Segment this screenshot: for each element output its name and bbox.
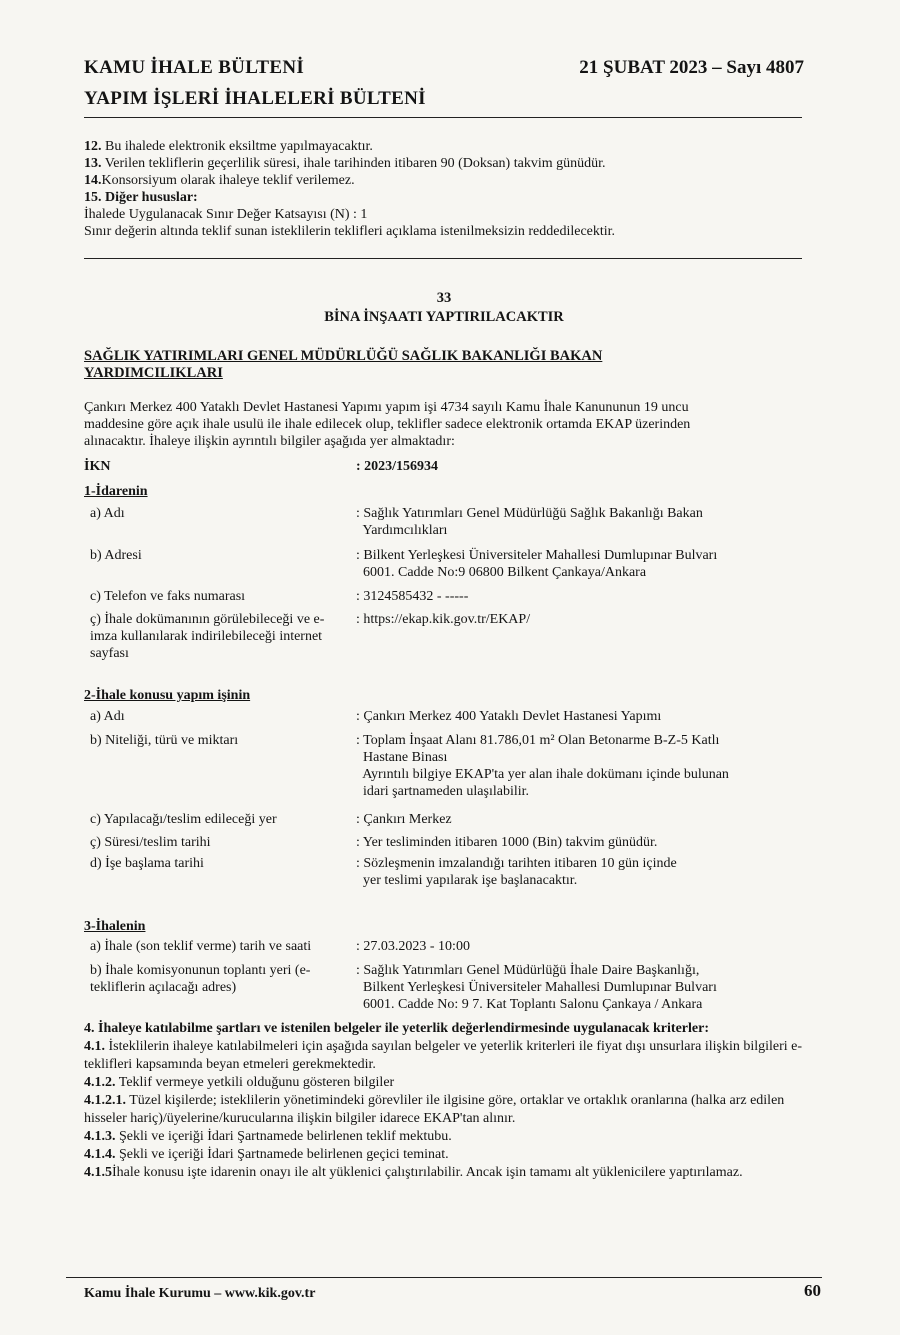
item-14: 14.Konsorsiyum olarak ihaleye teklif verilemez.	[84, 173, 355, 188]
agency-name: SAĞLIK YATIRIMLARI GENEL MÜDÜRLÜĞÜ SAĞLIK BAKANLIĞI BAKAN YARDIMCILIKLARI	[84, 348, 603, 381]
footer-publisher: Kamu İhale Kurumu – www.kik.gov.tr	[84, 1286, 316, 1301]
bulletin-title-line1: KAMU İHALE BÜLTENİ	[84, 57, 305, 78]
notice-number: 33	[436, 290, 452, 306]
notice-intro: Çankırı Merkez 400 Yataklı Devlet Hastanesi Yapımı yapım işi 4734 sayılı Kamu İhale Kanununun 19 uncu maddesine göre açık ihale usulü ile ihale edilecek olup, teklifler sadece elektronik ortamda EKAP üzerinden alınacaktır. İhaleye ilişkin ayrıntılı bilgiler aşağıda yer almaktadır:	[84, 400, 691, 449]
s4-item-4-1-5: 4.1.5İhale konusu işte idarenin onayı ile alt yüklenici çalıştırılabilir. Ancak işin tamamı alt yüklenicilere yaptırılamaz.	[84, 1165, 743, 1180]
footer-rule	[66, 1277, 822, 1278]
item-13: 13. Verilen tekliflerin geçerlilik süresi, ihale tarihinden itibaren 90 (Doksan) takvim günüdür.	[84, 156, 606, 171]
other-line-1: İhalede Uygulanacak Sınır Değer Katsayısı (N) : 1	[84, 207, 368, 222]
s4-item-4-1-2: 4.1.2. Teklif vermeye yetkili olduğunu gösteren bilgiler	[84, 1075, 395, 1090]
page-number: 60	[804, 1281, 821, 1300]
bulletin-title	[84, 52, 426, 114]
s4-item-4-1-2-1: 4.1.2.1. Tüzel kişilerde; isteklilerin yönetimindeki görevliler ile ilgisine göre, ortaklar ve ortaklık oranlarına (halka arz edilen hisseler hariç)/üyelerine/kurucularına ilişkin bilgiler idarece EKAP'tan alınır.	[84, 1093, 785, 1126]
ikn-label: İKN	[84, 459, 111, 474]
header-rule	[84, 117, 802, 118]
notice-title: BİNA İNŞAATI YAPTIRILACAKTIR	[324, 309, 564, 325]
s4-item-4-1-3: 4.1.3. Şekli ve içeriği İdari Şartnamede belirlenen teklif mektubu.	[84, 1129, 452, 1144]
ekap-link[interactable]: : https://ekap.kik.gov.tr/EKAP/	[356, 612, 531, 627]
s4-item-4-1: 4.1. İsteklilerin ihaleye katılabilmeleri için aşağıda sayılan belgeler ve yeterlik kriterleri ile fiyat dışı unsurlara ilişkin bilgileri e-teklifleri kapsamında beyan etmeleri gerekmektedir.	[84, 1039, 803, 1072]
section-2-heading: 2-İhale konusu yapım işinin	[84, 688, 251, 703]
bulletin-title-line2: YAPIM İŞLERİ İHALELERİ BÜLTENİ	[84, 88, 426, 109]
s4-item-4-1-4: 4.1.4. Şekli ve içeriği İdari Şartnamede belirlenen geçici teminat.	[84, 1147, 449, 1162]
section-1-heading: 1-İdarenin	[84, 484, 148, 499]
item-15: 15. Diğer hususlar:	[84, 190, 198, 205]
ikn-value: : 2023/156934	[356, 459, 439, 474]
section-4-criteria	[84, 1020, 804, 1182]
previous-notice-items	[84, 138, 804, 240]
document-page: KAMU İHALE BÜLTENİ YAPIM İŞLERİ İHALELERİ BÜLTENİ 21 ŞUBAT 2023 – Sayı 4807 12. Bu ihalede elektronik eksiltme yapılmayacaktır. 13. Verilen tekliflerin geçerlilik süresi, ihale tarihinden itibaren 90 (Doksan) takvim günüdür. 14.Konsorsiyum olarak ihaleye teklif verilemez. 15. Diğer hususlar: İhalede Uygulanacak Sınır Değer Katsayısı (N) : 1 Sınır değerin altında teklif sunan isteklilerin teklifleri açıklama istenilmeksizin reddedilecektir. 33 BİNA İNŞAATI YAPTIRILACAKTIR SAĞLIK YATIRIMLARI GENEL MÜDÜRLÜĞÜ SAĞLIK BAKANLIĞI BAKAN YARDIMCILIKLARI Çankırı Merkez 400 Yataklı Devlet Hastanesi Yapımı yapım işi 4734 sayılı Kamu İhale Kanununun 19 uncu maddesine göre açık ihale usulü ile ihale edilecek olup, teklifler sadece elektronik ortamda EKAP üzerinden alınacaktır. İhaleye ilişkin ayrıntılı bilgiler aşağıda yer almaktadır: İKN : 2023/156934 1-İdarenin a) Adı : Sağlık Yatırımları Genel Müdürlüğü Sağlık Bakanlığı Bakan Yardımcılıkları b) Adresi : Bilkent Yerleşkesi Üniversiteler Mahallesi Dumlupınar Bulvarı 6001. Cadde No:9 06800 Bilkent Çankaya/Ankara c) Telefon ve faks numarası : 3124585432 - ----- ç) İhale dokümanının görülebileceği ve e-imza kullanılarak indirilebileceği internet sayfası : https://ekap.kik.gov.tr/EKAP/ 2-İhale konusu yapım işinin a) Adı : Çankırı Merkez 400 Yataklı Devlet Hastanesi Yapımı b) Niteliği, türü ve miktarı : Toplam İnşaat Alanı 81.786,01 m² Olan Betonarme B-Z-5 Katlı Hastane Binası Ayrıntılı bilgiye EKAP'ta yer alan ihale dokümanı içinde bulunan idari şartnameden ulaşılabilir. c) Yapılacağı/teslim edileceği yer : Çankırı Merkez ç) Süresi/teslim tarihi : Yer tesliminden itibaren 1000 (Bin) takvim günüdür. d) İşe başlama tarihi : Sözleşmenin imzalandığı tarihten itibaren 10 gün içinde yer teslimi yapılarak işe başlanacaktır. 3-İhalenin a) İhale (son teklif verme) tarih ve saati : 27.03.2023 - 10:00 b) İhale komisyonunun toplantı yeri (e-tekliflerin açılacağı adres) : Sağlık Yatırımları Genel Müdürlüğü İhale Daire Başkanlığı, Bilkent Yerleşkesi Üniversiteler Mahallesi Dumlupınar Bulvarı 6001. Cadde No: 9 7. Kat Toplantı Salonu Çankaya / Ankara 4. İhaleye katılabilme şartları ve istenilen belgeler ile yeterlik değerlendirmesinde uygulanacak kriterler: 4.1. İsteklilerin ihaleye katılabilmeleri için aşağıda sayılan belgeler ve yeterlik kriterleri ile fiyat dışı unsurlara ilişkin bilgileri e-teklifleri kapsamında beyan etmeleri gerekmektedir. 4.1.2. Teklif vermeye yetkili olduğunu gösteren bilgiler 4.1.2.1. Tüzel kişilerde; isteklilerin yönetimindeki görevliler ile ilgisine göre, ortaklar ve ortaklık oranlarına (halka arz edilen hisseler hariç)/üyelerine/kurucularına ilişkin bilgiler idarece EKAP'tan alınır. 4.1.3. Şekli ve içeriği İdari Şartnamede belirlenen teklif mektubu. 4.1.4. Şekli ve içeriği İdari Şartnamede belirlenen geçici teminat. 4.1.5İhale konusu işte idarenin onayı ile alt yüklenici çalıştırılabilir. Ancak işin tamamı alt yüklenicilere yaptırılamaz. Kamu İhale Kurumu – www.kik.gov.tr 60	[0, 0, 900, 1335]
section-divider	[84, 258, 802, 259]
other-line-2: Sınır değerin altında teklif sunan isteklilerin teklifleri açıklama istenilmeksizin reddedilecektir.	[84, 224, 616, 239]
issue-date: 21 ŞUBAT 2023 – Sayı 4807	[579, 57, 804, 78]
item-12: 12. Bu ihalede elektronik eksiltme yapılmayacaktır.	[84, 139, 373, 154]
s4-heading: 4. İhaleye katılabilme şartları ve istenilen belgeler ile yeterlik değerlendirmesinde uygulanacak kriterler:	[84, 1021, 709, 1036]
section-3-heading: 3-İhalenin	[84, 919, 146, 934]
